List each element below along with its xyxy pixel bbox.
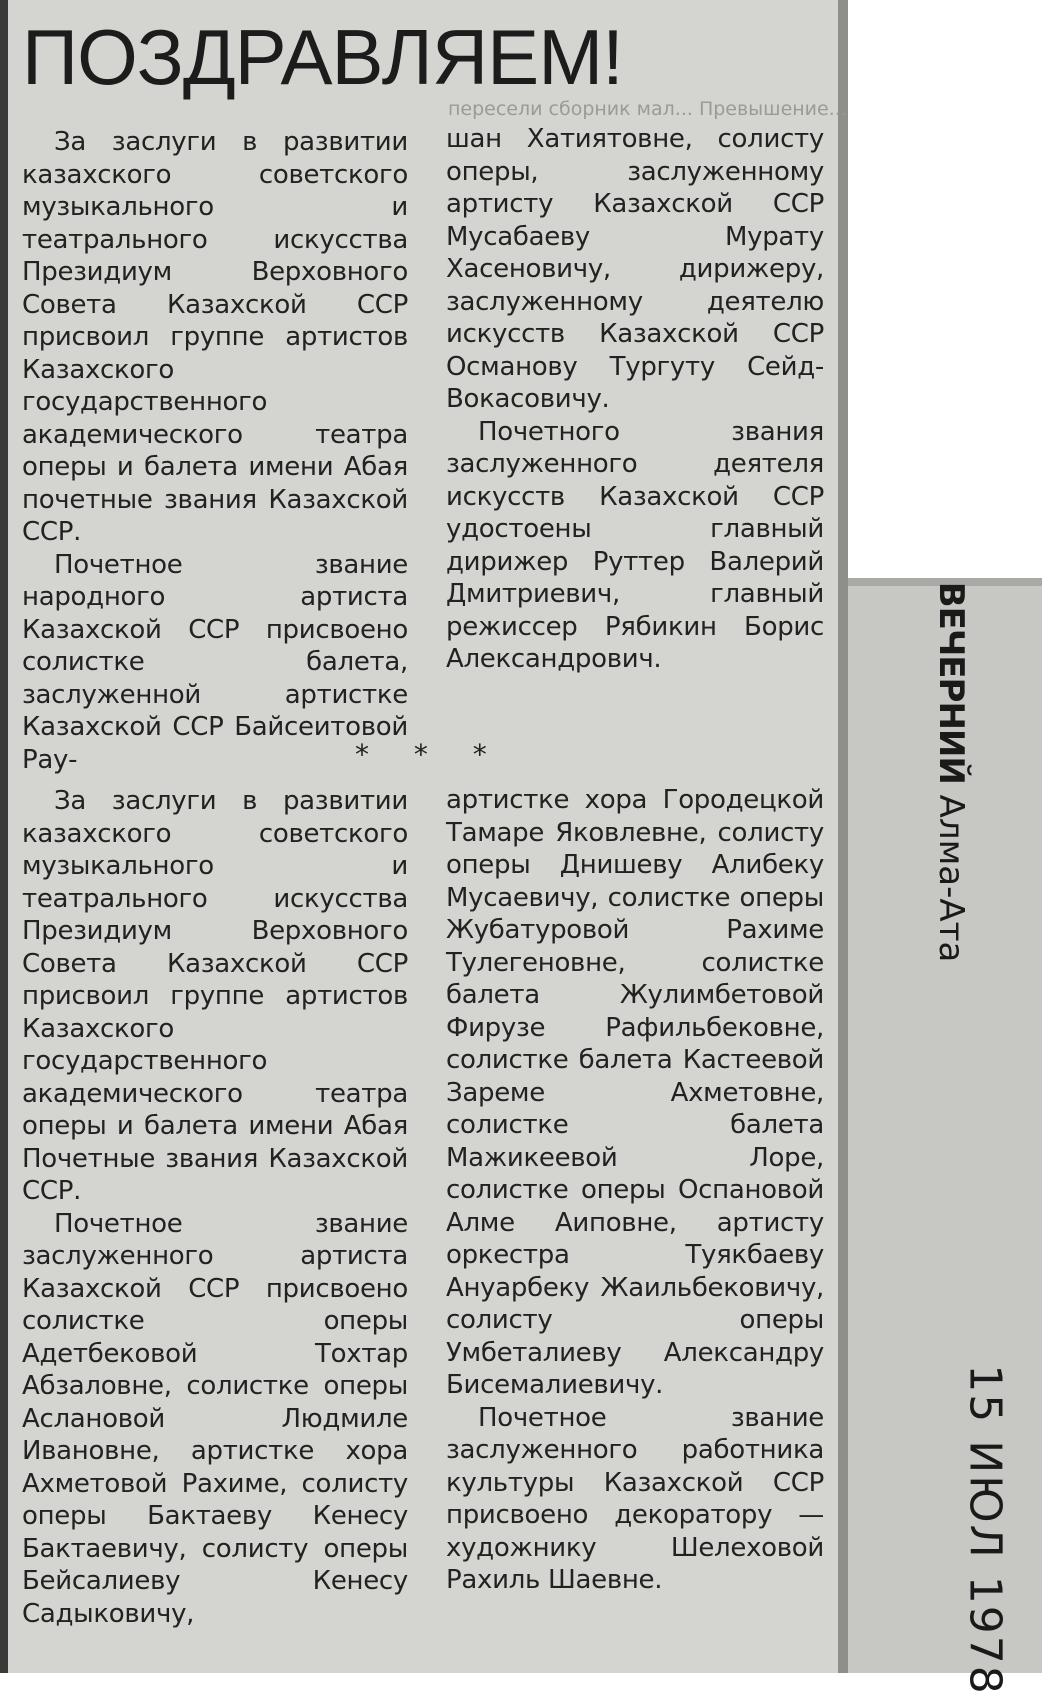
paragraph: Почетное звание заслуженного артиста Казахской ССР присвоено солистке оперы Адетбековой Тохтар Абзаловне, солистке оперы Аслановой Людмиле Ивановне, артистке хора Ахметовой Рахиме, солисту оперы Бактаеву Кенесу Бактаевичу, солисту оперы Бейсалиеву Кенесу Садыковичу, bbox=[22, 1208, 408, 1629]
article-column-2 bbox=[446, 123, 824, 676]
headline: ПОЗДРАВЛЯЕМ! bbox=[22, 13, 623, 101]
masthead bbox=[931, 582, 971, 963]
article-column-4 bbox=[446, 784, 824, 1597]
paragraph: За заслуги в развитии казахского советского музыкального и театрального искусства Президиум Верховного Совета Казахской ССР присвоил группе артистов Казахского государственного академического театра оперы и балета имени Абая Почетные звания Казахской ССР. bbox=[22, 786, 408, 1206]
paragraph: артистке хора Городецкой Тамаре Яковлевне, солисту оперы Днишеву Алибеку Мусаевичу, солистке оперы Жубатуровой Рахиме Тулегеновне, солистке балета Жулимбетовой Фирузе Рафильбековне, солистке балета Кастеевой Зареме Ахметовне, солистке балета Мажикеевой Лоре, солистке оперы Оспановой Алме Аиповне, артисту оркестра Туякбаеву Ануарбеку Жаильбековичу, солисту оперы Умбеталиеву Александру Бисемалиевичу. bbox=[446, 785, 824, 1400]
clipping-edge bbox=[838, 0, 848, 1673]
date-stamp: 15 ИЮЛ 1978 bbox=[959, 1364, 1011, 1696]
masthead-city: Алма-Ата bbox=[931, 794, 971, 963]
left-border bbox=[0, 0, 8, 1673]
paragraph: шан Хатиятовне, солисту оперы, заслуженному артисту Казахской ССР Мусабаеву Мурату Хасеновичу, дирижеру, заслуженному деятелю искусств Казахской ССР Османову Тургуту Сейд-Вокасовичу. bbox=[446, 124, 824, 414]
article-column-3 bbox=[22, 785, 408, 1630]
paragraph: Почетное звание заслуженного работника культуры Казахской ССР присвоено декоратору —художнику Шелеховой Рахиль Шаевне. bbox=[446, 1402, 824, 1595]
masthead-title: ВЕЧЕРНИЙ bbox=[931, 581, 971, 784]
section-separator: * * * bbox=[355, 738, 505, 771]
paragraph: За заслуги в развитии казахского советского музыкального и театрального искусства Президиум Верховного Совета Казахской ССР присвоил группе артистов Казахского государственного академического театра оперы и балета имени Абая почетные звания Казахской ССР. bbox=[22, 127, 408, 547]
paragraph: Почетного звания заслуженного деятеля искусств Казахской ССР удостоены главный дирижер Руттер Валерий Дмитриевич, главный режиссер Рябикин Борис Александрович. bbox=[446, 416, 824, 674]
article-column-1 bbox=[22, 126, 408, 776]
bleed-through-text: пересели сборник мал... Превышение... bbox=[448, 98, 847, 120]
paragraph: Почетное звание народного артиста Казахской ССР присвоено солистке балета, заслуженной артистке Казахской ССР Байсеитовой Рау- bbox=[22, 549, 408, 775]
